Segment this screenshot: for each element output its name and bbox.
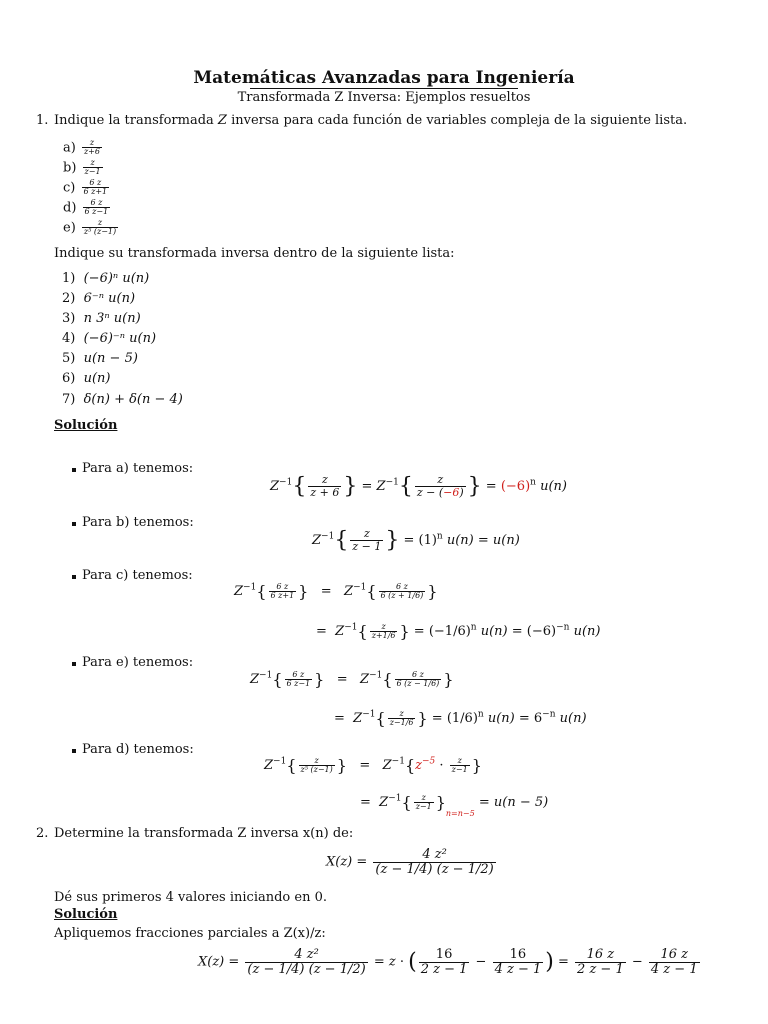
option-6: 6) u(n) [62,371,111,386]
solution-heading-2: Solución [54,907,118,922]
option-3: 3) n 3ⁿ u(n) [62,311,141,326]
option-1: 1) (−6)ⁿ u(n) [62,271,150,286]
bullet-d [72,749,76,753]
bullet-b [72,522,76,526]
problem-2-number: 2. [36,826,49,841]
case-e-intro: Para e) tenemos: [82,655,194,670]
case-e-equation-line2: = $Z^{-1}${ $\frac{z}{z-1/6}$ } = $(1/6)^n$ $u(n) = 6^{-n}$ u(n) [334,708,587,728]
values-request: Dé sus primeros 4 valores iniciando en 0. [54,890,327,905]
problem-1-number: 1. [36,113,49,128]
case-a-intro: Para a) tenemos: [82,461,194,476]
problem-1-statement: Indique la transformada Z inversa para cada función de variables compleja de la siguiente lista. [54,113,688,128]
bullet-e [72,662,76,666]
case-d-equation-line2: = $Z^{-1}${ $\frac{z}{z-1}$ }$_{n=n-5} = u(n - 5)$ [360,792,549,818]
title-rule [250,88,518,89]
bullet-a [72,468,76,472]
case-e-equation-line1: $Z^{-1}${ $\frac{6 z}{6 z-1}$ } = $Z^{-1}${ $\frac{6 z}{6 (z - 1/6)}$ } [250,669,454,689]
item-c: c) $\frac{6 z}{6 z+1}$ [63,178,108,197]
option-7: 7) δ(n) + δ(n − 4) [62,392,183,407]
case-d-equation-line1: $Z^{-1}${ $\frac{z}{\text{z⁵ (z−1)}}$ } = $Z^{-1}\{z^{-5}$ · $\frac{z}{z-1}$ } [264,755,482,775]
case-c-equation-line2: = $Z^{-1}${ $\frac{z}{z+1/6}$ } = $(-1/6)^n$ $u(n) = (-6)^{-n}$ u(n) [316,621,601,641]
document-subtitle: Transformada Z Inversa: Ejemplos resueltos [237,90,531,105]
case-c-intro: Para c) tenemos: [82,568,193,583]
case-b-equation: $Z^{-1}${ $\frac{z}{z - 1}$ } = $(1)^n$ u(n) = u(n) [312,527,520,553]
case-a-equation: $Z^{-1}${ $\frac{z}{z + 6}$ } = $Z^{-1}${ $\frac{z}{z - (-6)}$ } = $(-6)^n$ u(n) [270,473,567,499]
option-5: 5) u(n − 5) [62,351,138,366]
problem-2-statement: Determine la transformada Z inversa x(n) de: [54,826,354,841]
case-b-intro: Para b) tenemos: [82,515,194,530]
list-intro: Indique su transformada inversa dentro de la siguiente lista: [54,246,455,261]
option-4: 4) (−6)⁻ⁿ u(n) [62,331,157,346]
option-2: 2) 6⁻ⁿ u(n) [62,291,136,306]
partial-fraction-equation: X(z) = $\frac{\text{4 z²}}{(z - 1/4) (z - 1/2)}$ = z · ( $\frac{16}{2 z - 1}$ − $\frac{16}{4 z - 1}$ ) = $\frac{16 z}{2 z - 1}$ − $\frac{16 z}{4 z - 1}$ [198,947,698,977]
case-c-equation-line1: $Z^{-1}${ $\frac{6 z}{6 z+1}$ } = $Z^{-1}${ $\frac{6 z}{6 (z + 1/6)}$ } [234,581,438,601]
item-b: b) $\frac{z}{z-1}$ [63,158,101,177]
solution-heading-1: Solución [54,418,118,433]
item-a: a) $\frac{z}{z+6}$ [63,138,100,157]
case-d-intro: Para d) tenemos: [82,742,194,757]
item-d: d) $\frac{6 z}{6 z-1}$ [63,198,109,217]
partial-fractions-intro: Apliquemos fracciones parciales a Z(x)/z: [54,926,326,941]
bullet-c [72,575,76,579]
problem-2-equation: X(z) = $\frac{\text{4 z²}}{(z - 1/4) (z - 1/2)}$ [326,847,494,877]
item-e: e) $\frac{z}{\text{z⁵ (z−1)}}$ [63,218,117,237]
document-title: Matemáticas Avanzadas para Ingeniería [193,68,575,88]
